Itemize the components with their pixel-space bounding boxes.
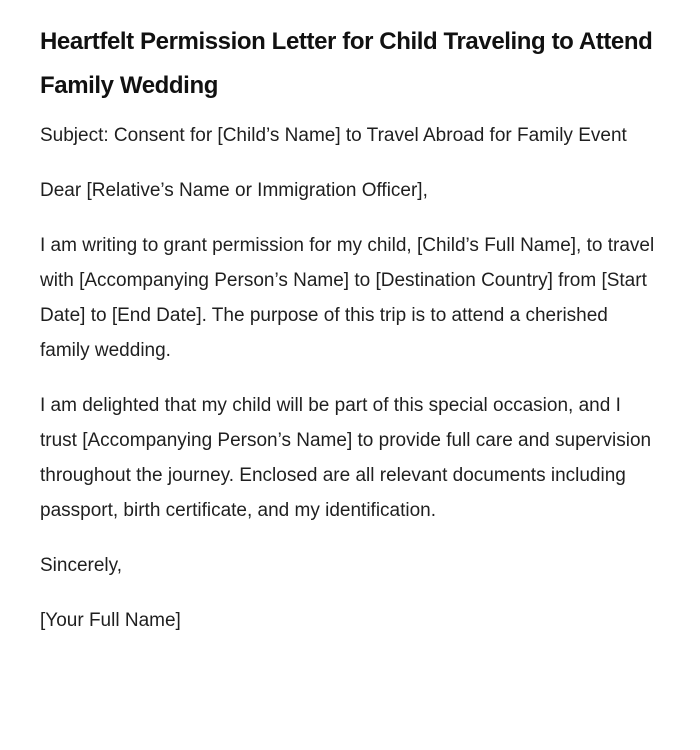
- signature-name: [Your Full Name]: [40, 610, 181, 631]
- body-paragraph-trust: I am delighted that my child will be part of this special occasion, and I trust [Accompanying Person’s Name] to provide full care and supervision throughout the journey. Enclosed are all relevant documents including passport, birth certificate, and my identification.: [40, 395, 652, 521]
- salutation: Dear [Relative’s Name or Immigration Officer],: [40, 180, 428, 201]
- subject-line: Subject: Consent for [Child’s Name] to Travel Abroad for Family Event: [40, 125, 627, 146]
- closing: Sincerely,: [40, 555, 123, 576]
- letter-title: Heartfelt Permission Letter for Child Traveling to Attend Family Wedding: [40, 28, 653, 99]
- body-paragraph-permission: I am writing to grant permission for my child, [Child’s Full Name], to travel with [Accompanying Person’s Name] to [Destination Country] from [Start Date] to [End Date]. The purpose of this trip is to attend a cherished family wedding.: [40, 235, 655, 361]
